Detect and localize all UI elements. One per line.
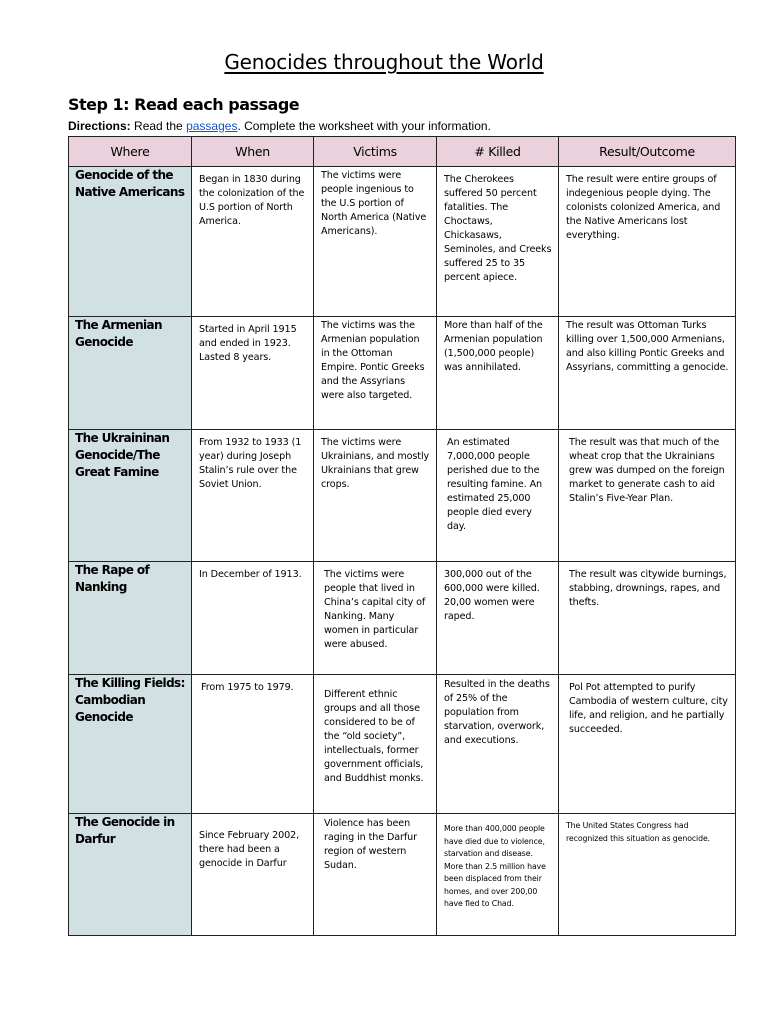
where-cell: The Rape of Nanking <box>69 562 192 675</box>
victims-cell: The victims were Ukrainians, and mostly Ukrainians that grew crops. <box>314 430 437 562</box>
header-killed: # Killed <box>437 137 559 167</box>
result-cell: The United States Congress had recognized this situation as genocide. <box>559 814 736 936</box>
step-heading: Step 1: Read each passage <box>68 95 300 114</box>
where-cell: The Genocide in Darfur <box>69 814 192 936</box>
header-victims: Victims <box>314 137 437 167</box>
result-cell: The result were entire groups of indegenious people dying. The colonists colonized America, and the Native Americans lost everything. <box>559 167 736 317</box>
killed-cell: An estimated 7,000,000 people perished due to the resulting famine. An estimated 25,000 people died every day. <box>437 430 559 562</box>
directions-label: Directions: <box>68 119 131 133</box>
killed-cell: 300,000 out of the 600,000 were killed. 20,00 women were raped. <box>437 562 559 675</box>
table-row <box>69 562 736 675</box>
directions-text-after: . Complete the worksheet with your information. <box>237 119 491 133</box>
where-cell: The Armenian Genocide <box>69 317 192 430</box>
result-cell: The result was Ottoman Turks killing over 1,500,000 Armenians, and also killing Pontic Greeks and Assyrians, committing a genocide. <box>559 317 736 430</box>
where-cell: The Ukraininan Genocide/The Great Famine <box>69 430 192 562</box>
table-row <box>69 317 736 430</box>
victims-cell: The victims were people ingenious to the U.S portion of North America (Native Americans). <box>314 167 437 317</box>
header-result: Result/Outcome <box>559 137 736 167</box>
table-row <box>69 675 736 814</box>
when-cell: Since February 2002, there had been a genocide in Darfur <box>192 814 314 936</box>
killed-cell: More than half of the Armenian population (1,500,000 people) was annihilated. <box>437 317 559 430</box>
table-header-row <box>69 137 736 167</box>
table-row <box>69 814 736 936</box>
header-where: Where <box>69 137 192 167</box>
where-cell: Genocide of the Native Americans <box>69 167 192 317</box>
when-cell: From 1932 to 1933 (1 year) during Joseph Stalin’s rule over the Soviet Union. <box>192 430 314 562</box>
result-cell: Pol Pot attempted to purify Cambodia of western culture, city life, and religion, and he partially succeeded. <box>559 675 736 814</box>
where-cell: The Killing Fields: Cambodian Genocide <box>69 675 192 814</box>
killed-cell: Resulted in the deaths of 25% of the population from starvation, overwork, and executions. <box>437 675 559 814</box>
directions-line <box>68 119 491 133</box>
worksheet-table <box>68 136 736 936</box>
victims-cell: Different ethnic groups and all those considered to be of the “old society”, intellectuals, former government officials, and Buddhist monks. <box>314 675 437 814</box>
result-cell: The result was citywide burnings, stabbing, drownings, rapes, and thefts. <box>559 562 736 675</box>
page-title: Genocides throughout the World <box>224 50 544 74</box>
victims-cell: The victims was the Armenian population in the Ottoman Empire. Pontic Greeks and the Assyrians were also targeted. <box>314 317 437 430</box>
when-cell: Started in April 1915 and ended in 1923. Lasted 8 years. <box>192 317 314 430</box>
when-cell: From 1975 to 1979. <box>192 675 314 814</box>
killed-cell: The Cherokees suffered 50 percent fatalities. The Choctaws, Chickasaws, Seminoles, and Creeks suffered 25 to 35 percent apiece. <box>437 167 559 317</box>
passages-link[interactable]: passages <box>186 119 238 133</box>
victims-cell: The victims were people that lived in China’s capital city of Nanking. Many women in particular were abused. <box>314 562 437 675</box>
header-when: When <box>192 137 314 167</box>
table-row <box>69 167 736 317</box>
killed-cell: More than 400,000 people have died due to violence, starvation and disease. More than 2.5 million have been displaced from their homes, and over 200,00 have fled to Chad. <box>437 814 559 936</box>
victims-cell: Violence has been raging in the Darfur region of western Sudan. <box>314 814 437 936</box>
result-cell: The result was that much of the wheat crop that the Ukrainians grew was dumped on the foreign market to generate cash to aid Stalin’s Five-Year Plan. <box>559 430 736 562</box>
when-cell: Began in 1830 during the colonization of the U.S portion of North America. <box>192 167 314 317</box>
table-row <box>69 430 736 562</box>
when-cell: In December of 1913. <box>192 562 314 675</box>
directions-text-before: Read the <box>134 119 183 133</box>
